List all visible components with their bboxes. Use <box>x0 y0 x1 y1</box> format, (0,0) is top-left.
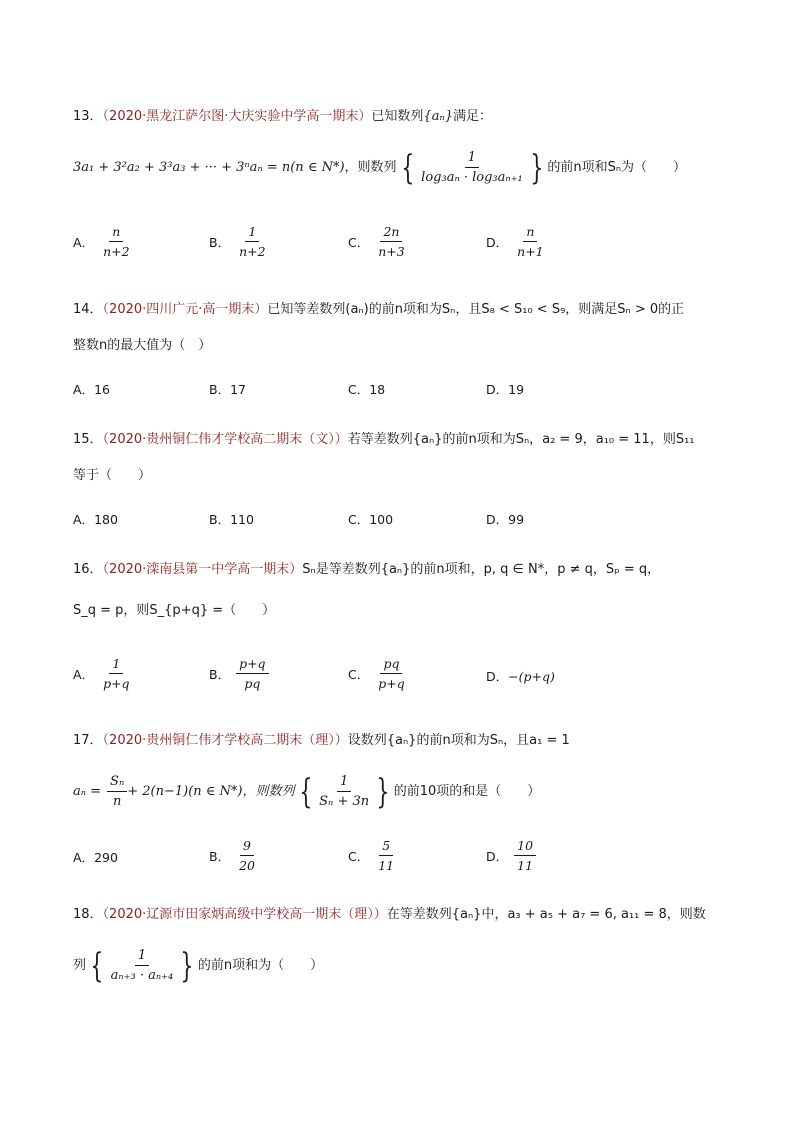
option-num: 10 <box>514 838 536 856</box>
q15-option-c[interactable] <box>348 510 393 528</box>
q16-stem-text-2: S_q = p，则S_{p+q} =（ ） <box>73 603 276 618</box>
option-den: p+q <box>378 676 405 691</box>
q17-option-d[interactable] <box>486 838 536 873</box>
q13-number: 13． <box>73 109 103 124</box>
option-value: 99 <box>508 511 525 527</box>
q18-frac-num: 1 <box>135 948 149 966</box>
q15-option-b[interactable] <box>209 510 254 528</box>
q17-frac1-num: Sₙ <box>107 774 127 792</box>
q14-number: 14． <box>73 302 103 317</box>
option-label: D． <box>486 234 509 250</box>
option-den: n+1 <box>517 244 544 259</box>
option-num: 9 <box>240 838 254 856</box>
option-label: A． <box>73 382 95 397</box>
q13-stem-text: 已知数列 <box>371 109 424 124</box>
option-label: C． <box>348 666 370 682</box>
option-label: B． <box>209 848 231 864</box>
q13-mid-text: ，则数列 <box>344 160 397 175</box>
q13-source: （2020·黑龙江萨尔图·大庆实验中学高一期末） <box>102 109 372 124</box>
option-label: D． <box>486 382 509 397</box>
option-num: p+q <box>236 656 268 674</box>
option-label: D． <box>486 669 509 684</box>
q13-option-d[interactable] <box>486 224 547 259</box>
option-label: A． <box>73 666 95 682</box>
option-label: B． <box>209 512 231 527</box>
option-label: B． <box>209 666 231 682</box>
q13-stem-text-b: 满足： <box>452 109 492 124</box>
q17-number: 17． <box>73 733 103 748</box>
q17-rest: + 2(n−1)(n ∈ N*)，则数列 <box>127 784 295 799</box>
option-num: n <box>523 224 537 242</box>
option-num: n <box>109 224 123 242</box>
q16-source: （2020·滦南县第一中学高一期末） <box>102 562 303 577</box>
q16-stem-line1 <box>73 560 660 580</box>
q14-option-d[interactable] <box>486 380 524 398</box>
q18-number: 18． <box>73 907 103 922</box>
option-num: 2n <box>380 224 402 242</box>
q13-frac-den: log₃aₙ · log₃aₙ₊₁ <box>421 170 523 185</box>
q14-stem-line2 <box>73 336 211 356</box>
option-label: D． <box>486 848 509 864</box>
option-value: 18 <box>369 381 386 397</box>
option-den: 11 <box>517 858 534 873</box>
q16-number: 16． <box>73 562 103 577</box>
q17-stem-text: 设数列{aₙ}的前n项和为Sₙ，且a₁ = 1 <box>347 733 570 748</box>
option-den: n+2 <box>239 244 266 259</box>
q17-frac2-num: 1 <box>337 774 351 792</box>
q14-source: （2020·四川广元·高一期末） <box>102 302 268 317</box>
q14-stem-line1 <box>73 300 684 320</box>
option-label: C． <box>348 512 370 527</box>
q13-option-b[interactable] <box>209 224 269 259</box>
q15-option-a[interactable] <box>73 510 118 528</box>
q16-stem-line2 <box>73 601 275 621</box>
q17-frac2-den: Sₙ + 3n <box>319 794 370 809</box>
q17-option-b[interactable] <box>209 838 258 873</box>
q13-brace-fraction: { $\frac{1}{\text{log₃aₙ · log₃aₙ₊₁}}$ } <box>400 147 544 188</box>
q18-stem-pre: 列 <box>73 958 87 973</box>
q18-frac-den: aₙ₊₃ · aₙ₊₄ <box>110 968 174 983</box>
option-value: 290 <box>94 849 118 865</box>
q15-stem-line1 <box>73 430 695 450</box>
q17-tail-text: 的前10项的和是（ ） <box>393 784 541 799</box>
option-value: −(p+q) <box>508 668 555 684</box>
option-label: C． <box>348 382 370 397</box>
option-label: D． <box>486 512 509 527</box>
option-value: 19 <box>508 381 525 397</box>
q13-formula: 3a₁ + 3²a₂ + 3³a₃ + ··· + 3ⁿaₙ = n(n ∈ N*) <box>73 160 345 175</box>
q15-stem-text-2: 等于（ ） <box>73 468 152 483</box>
q13-option-c[interactable] <box>348 224 408 259</box>
q14-stem-text: 已知等差数列(aₙ)的前n项和为Sₙ，且S₈ < S₁₀ < S₉，则满足Sₙ > 0的正 <box>267 302 685 317</box>
q16-option-b[interactable] <box>209 656 269 691</box>
q14-stem-text-2: 整数n的最大值为（ ） <box>73 338 212 353</box>
q17-frac1-den: n <box>112 794 122 809</box>
q13-option-a[interactable] <box>73 224 133 259</box>
option-den: n+2 <box>103 244 130 259</box>
q13-seq: {aₙ} <box>423 109 453 124</box>
q13-stem-line1 <box>73 107 492 127</box>
option-value: 110 <box>230 511 254 527</box>
q17-brace-fraction: { $\frac{1}{\text{Sₙ + 3n}}$ } <box>298 771 390 812</box>
option-value: 100 <box>369 511 394 527</box>
q14-option-a[interactable] <box>73 380 110 398</box>
option-den: p+q <box>103 676 130 691</box>
q17-stem-line1 <box>73 731 570 751</box>
option-den: n+3 <box>378 244 405 259</box>
option-den: 11 <box>378 858 395 873</box>
q13-frac-num: 1 <box>465 150 479 168</box>
option-value: 17 <box>230 381 246 397</box>
option-value: 16 <box>94 381 110 397</box>
q15-option-d[interactable] <box>486 510 524 528</box>
q16-option-c[interactable] <box>348 656 408 691</box>
option-num: 1 <box>245 224 259 242</box>
q16-option-d[interactable] <box>486 667 555 685</box>
q17-lhs: aₙ = <box>73 784 102 799</box>
q18-stem-post: 的前n项和为（ ） <box>197 958 324 973</box>
option-label: A． <box>73 234 95 250</box>
q17-option-c[interactable] <box>348 838 397 873</box>
q18-stem-line2 <box>73 946 323 986</box>
option-label: B． <box>209 234 231 250</box>
q15-source: （2020·贵州铜仁伟才学校高二期末（文）） <box>102 432 348 447</box>
option-num: 5 <box>379 838 393 856</box>
q15-stem-text: 若等差数列{aₙ}的前n项和为Sₙ，a₂ = 9，a₁₀ = 11，则S₁₁ <box>347 432 695 447</box>
option-value: 180 <box>94 511 118 527</box>
q15-stem-line2 <box>73 466 151 486</box>
option-den: pq <box>244 676 261 691</box>
q17-stem-line2 <box>73 772 540 812</box>
q16-stem-text: Sₙ是等差数列{aₙ}的前n项和，p, q ∈ N*，p ≠ q，Sₚ = q， <box>302 562 661 577</box>
q18-stem-line1 <box>73 905 706 925</box>
q17-source: （2020·贵州铜仁伟才学校高二期末（理）） <box>102 733 348 748</box>
q14-option-b[interactable] <box>209 380 246 398</box>
option-label: C． <box>348 234 370 250</box>
q16-option-a[interactable] <box>73 656 133 691</box>
option-den: 20 <box>239 858 255 873</box>
q14-option-c[interactable] <box>348 380 385 398</box>
q15-number: 15． <box>73 432 103 447</box>
option-num: 1 <box>109 656 123 674</box>
option-label: A． <box>73 512 95 527</box>
option-label: C． <box>348 848 370 864</box>
q18-stem-text: 在等差数列{aₙ}中，a₃ + a₅ + a₇ = 6, a₁₁ = 8，则数 <box>386 907 706 922</box>
option-label: B． <box>209 382 231 397</box>
option-label: A． <box>73 850 95 865</box>
q18-source: （2020·辽源市田家炳高级中学校高一期末（理）） <box>102 907 387 922</box>
q18-brace-fraction: { $\frac{1}{\text{aₙ₊₃ · aₙ₊₄}}$ } <box>90 945 194 986</box>
q17-option-a[interactable] <box>73 848 118 866</box>
option-num: pq <box>380 656 402 674</box>
q13-tail-text: 的前n项和Sₙ为（ ） <box>547 160 687 175</box>
q13-stem-line2 <box>73 147 687 188</box>
